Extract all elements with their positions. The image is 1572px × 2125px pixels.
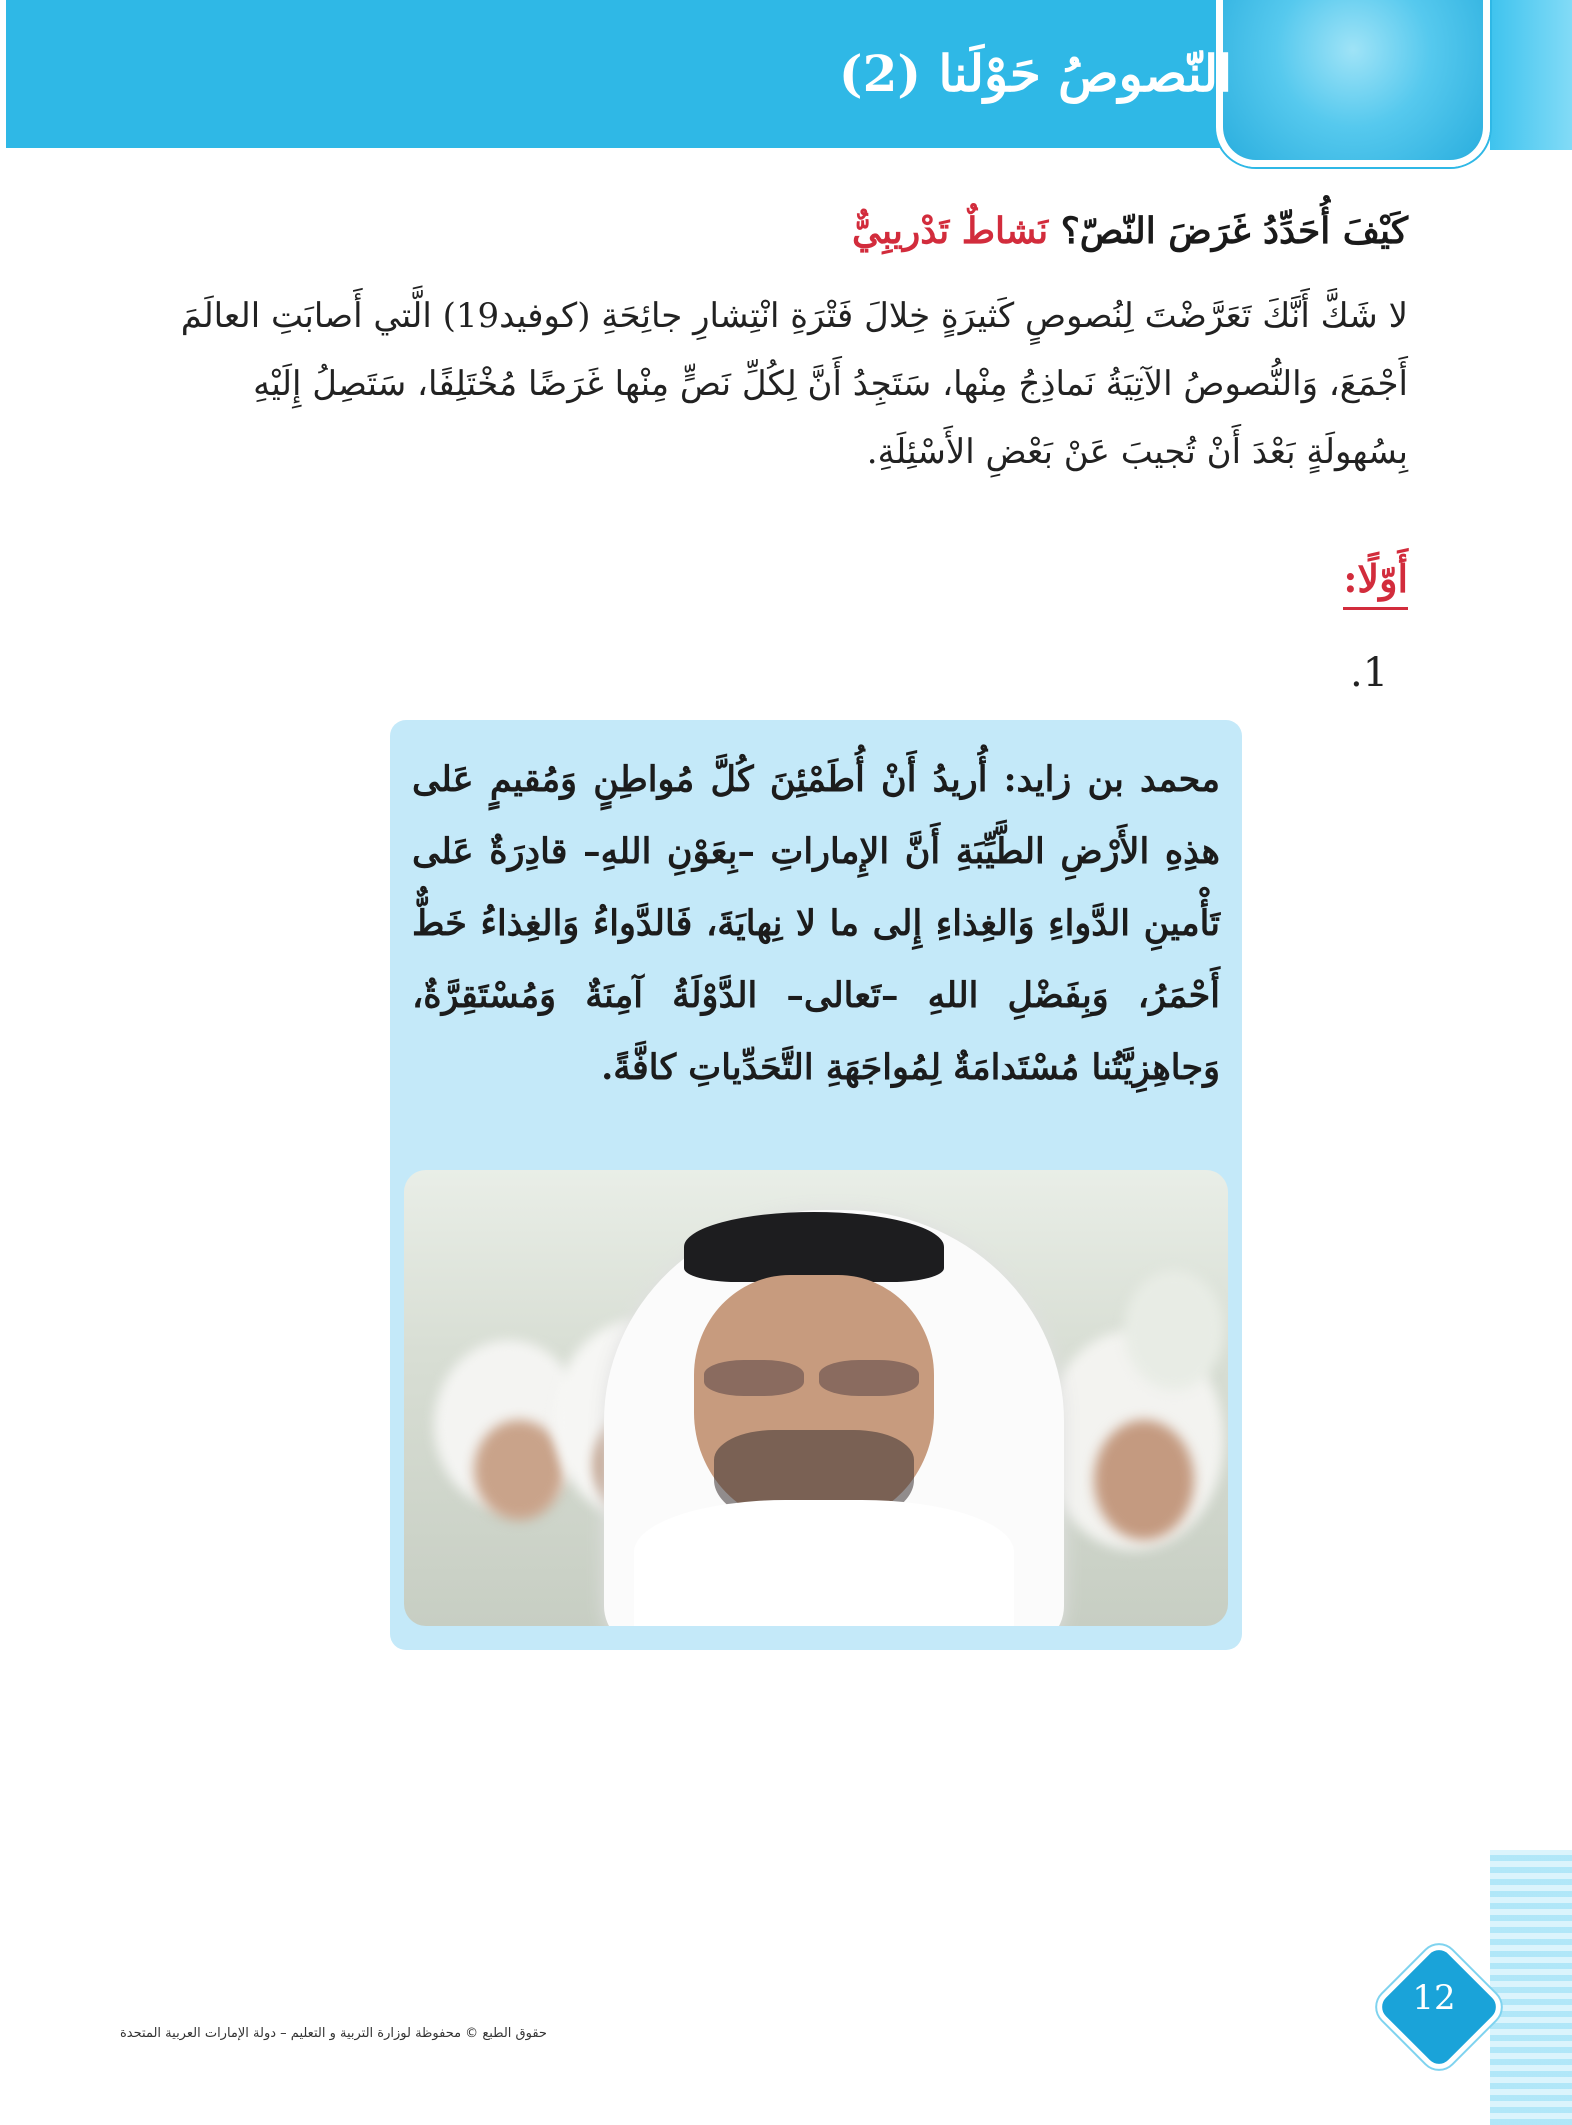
- quote-card: [390, 720, 1242, 1650]
- page-number-badge: [1372, 1940, 1496, 2064]
- quote-text: محمد بن زايد: أُريدُ أَنْ أُطَمْئِنَ كُلَّ مُواطِنٍ وَمُقيمٍ عَلى هذِهِ الأَرْضِ الطَّيِّبَةِ أَنَّ الإِماراتِ –بِعَوْنِ اللهِ– قادِرَةٌ عَلى تَأْمينِ الدَّواءِ وَالغِذاءِ إِلى ما لا نِهايَةَ، فَالدَّواءُ وَالغِذاءُ خَطٌّ أَحْمَرُ، وَبِفَضْلِ اللهِ –تَعالى– الدَّوْلَةُ آمِنَةٌ وَمُسْتَقِرَّةٌ، وَجاهِزِيَّتُنا مُسْتَدامَةٌ لِمُواجَهَةِ التَّحَدِّياتِ كافَّةً.: [412, 759, 1220, 1088]
- edge-decoration: [1490, 0, 1572, 150]
- page-title: النّصوصُ حَوْلَنا (2): [838, 44, 1232, 103]
- item-number: .1: [1350, 650, 1389, 696]
- header-corner-tab: [1216, 0, 1490, 167]
- intro-paragraph: لا شَكَّ أَنَّكَ تَعَرَّضْتَ لِنُصوصٍ كَثيرَةٍ خِلالَ فَتْرَةِ انْتِشارِ جائِحَةِ (كوفيد19) الَّتي أَصابَتِ العالَمَ أَجْمَعَ، وَالنُّصوصُ الآتِيَةُ نَماذِجُ مِنْها، سَتَجِدُ أَنَّ لِكُلِّ نَصٍّ مِنْها غَرَضًا مُخْتَلِفًا، سَتَصِلُ إِلَيْهِ بِسُهولَةٍ بَعْدَ أَنْ تُجيبَ عَنْ بَعْضِ الأَسْئِلَةِ.: [180, 296, 1408, 472]
- section-label: أَوّلًا:: [1343, 556, 1408, 610]
- lesson-question: [188, 210, 1408, 252]
- activity-label: نَشاطٌ تَدْريبِيٌّ: [852, 210, 1049, 252]
- portrait-photo: [404, 1170, 1228, 1626]
- question-text: كَيْفَ أُحَدِّدُ غَرَضَ النّصّ؟: [1060, 210, 1408, 252]
- copyright-footer: حقوق الطبع © محفوظة لوزارة التربية و التعليم – دولة الإمارات العربية المتحدة: [120, 2026, 547, 2041]
- edge-decoration-bottom: [1490, 1850, 1572, 2125]
- page-number: 12: [1412, 1978, 1456, 2018]
